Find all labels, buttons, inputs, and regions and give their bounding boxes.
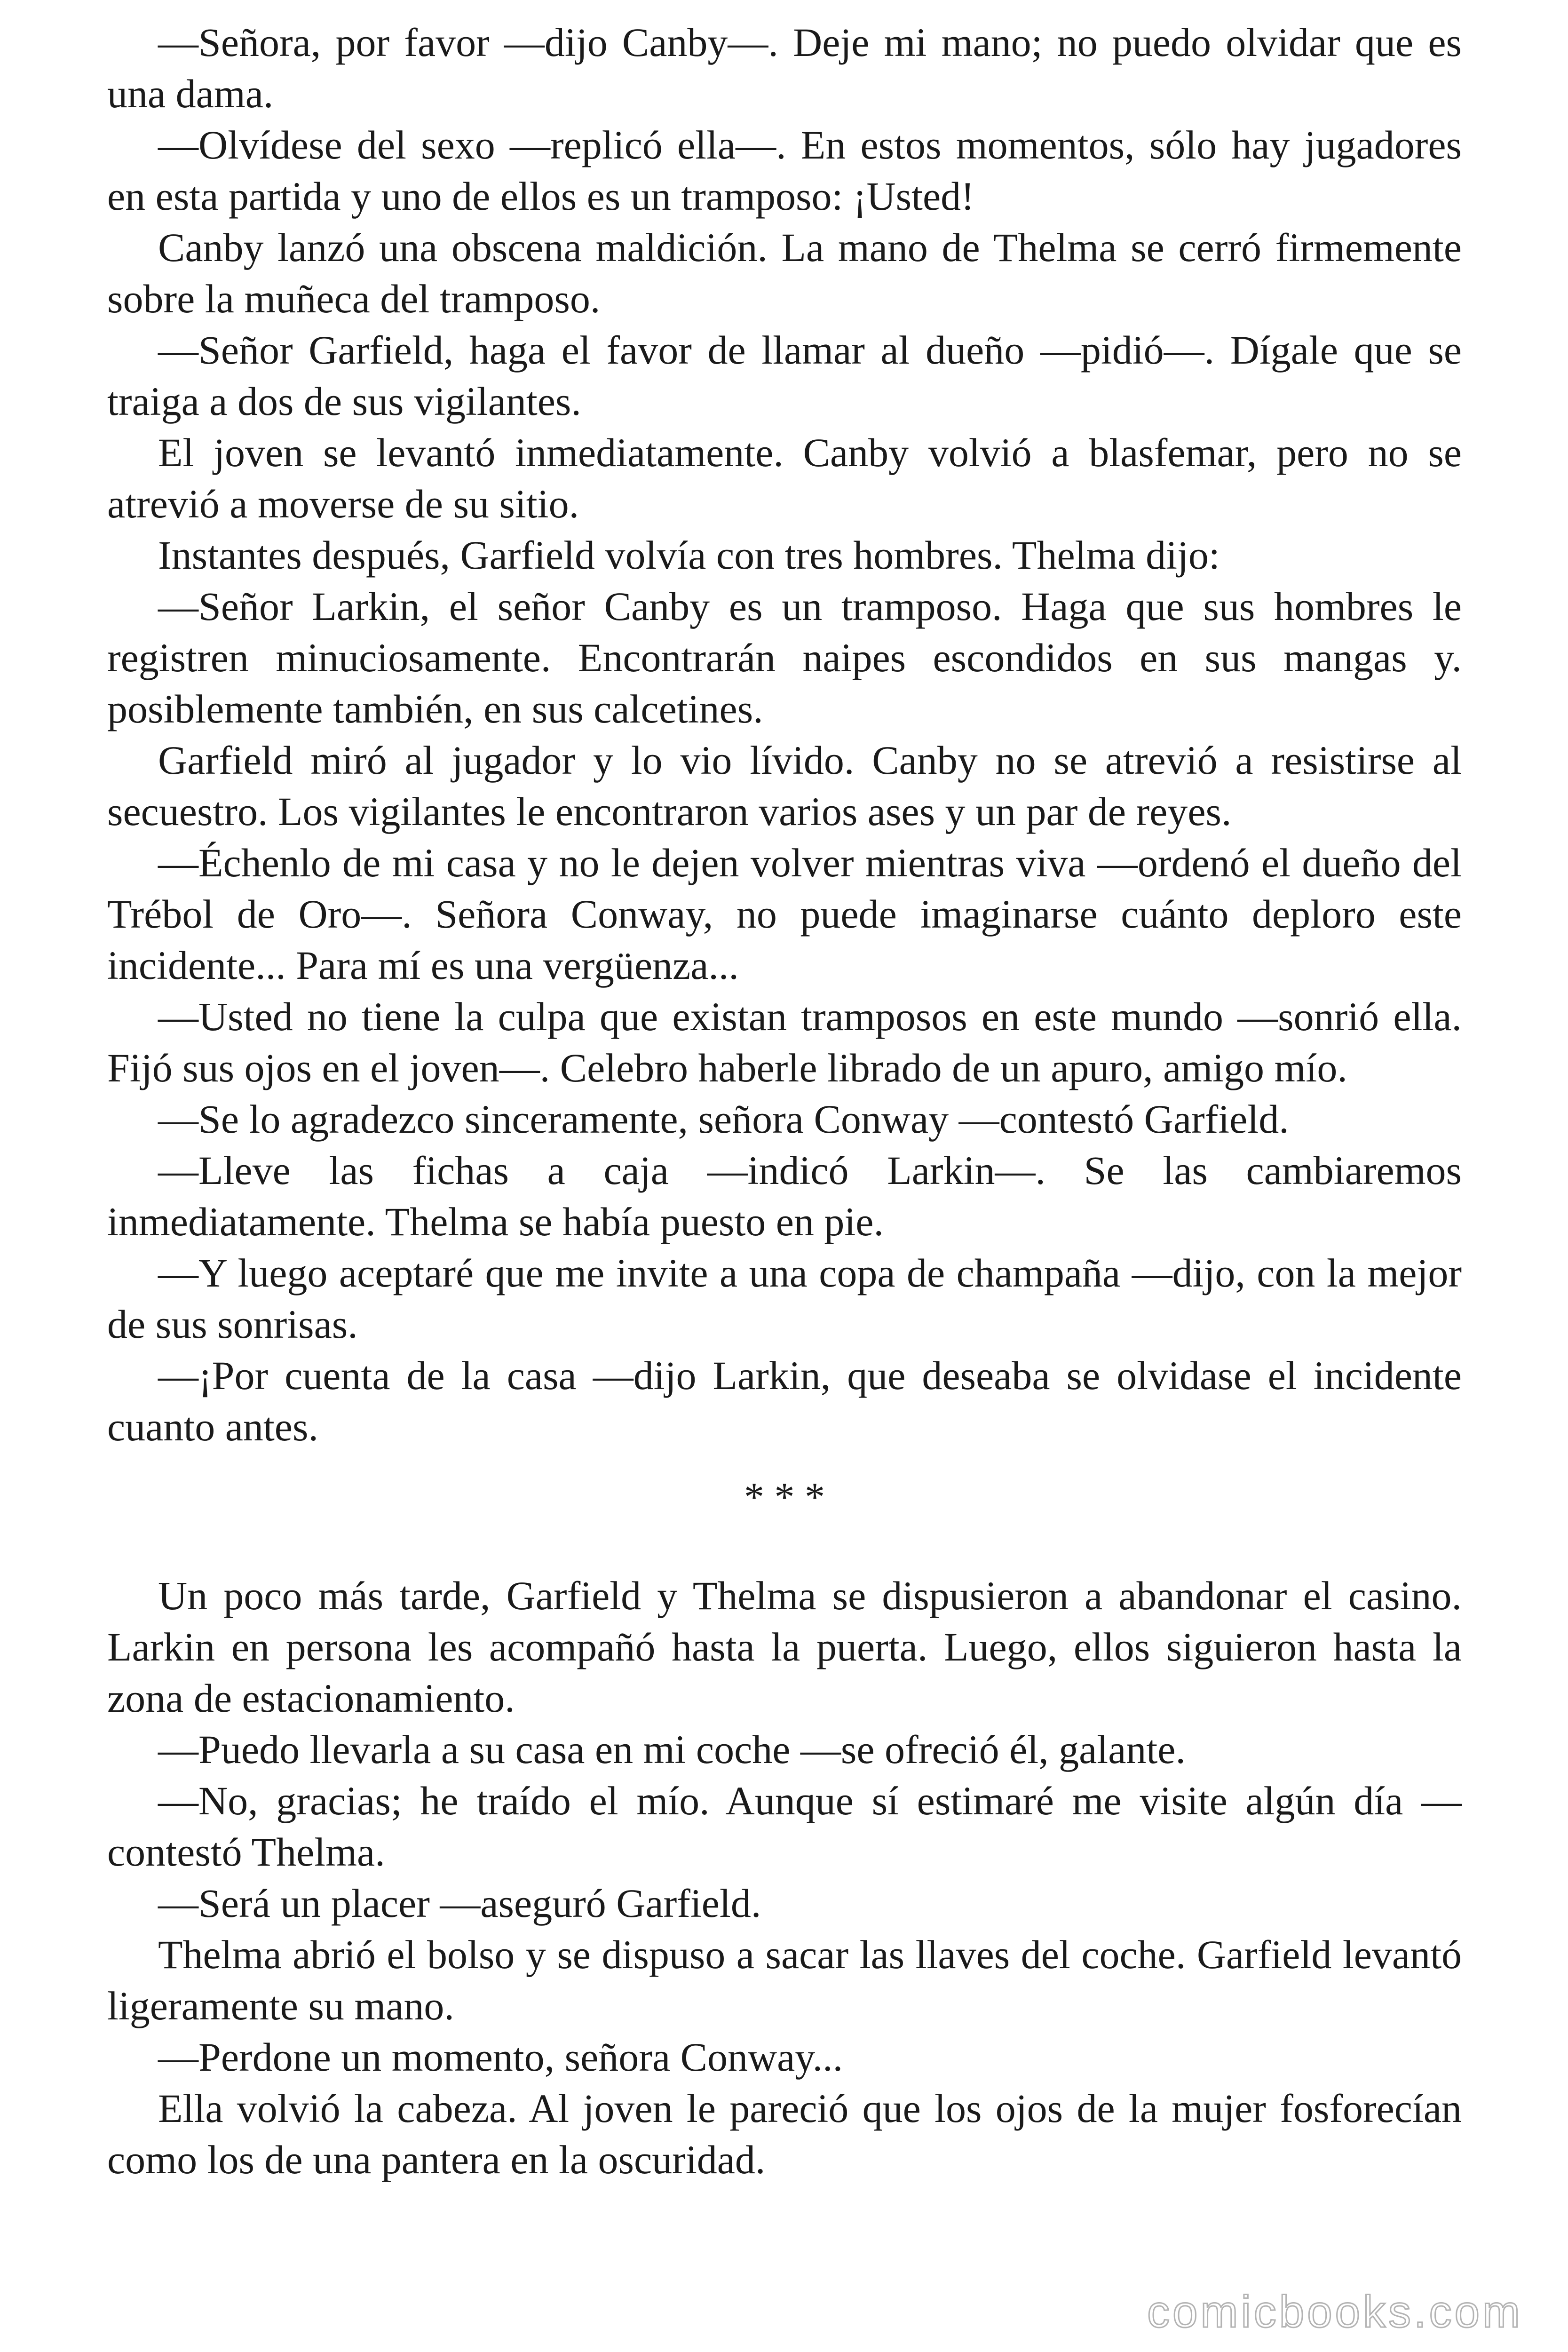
paragraph: Thelma abrió el bolso y se dispuso a sacar las llaves del coche. Garfield levantó ligeramente su mano. <box>107 1932 1462 2028</box>
paragraph: —Se lo agradezco sinceramente, señora Conway —contestó Garfield. <box>158 1097 1289 1142</box>
paragraph: —Échenlo de mi casa y no le dejen volver mientras viva —ordenó el dueño del Trébol de Oro—. Señora Conway, no puede imaginarse cuánto deploro este incidente... Para mí es una vergüenza... <box>107 840 1462 988</box>
paragraph: —Señor Garfield, haga el favor de llamar al dueño —pidió—. Dígale que se traiga a dos de sus vigilantes. <box>107 327 1462 424</box>
paragraph: —¡Por cuenta de la casa —dijo Larkin, que deseaba se olvidase el incidente cuanto antes. <box>107 1353 1462 1449</box>
paragraph: —Olvídese del sexo —replicó ella—. En estos momentos, sólo hay jugadores en esta partida y uno de ellos es un tramposo: ¡Usted! <box>107 122 1462 219</box>
paragraph: —Usted no tiene la culpa que existan tramposos en este mundo —sonrió ella. Fijó sus ojos en el joven—. Celebro haberle librado de un apuro, amigo mío. <box>107 994 1462 1090</box>
paragraph: Un poco más tarde, Garfield y Thelma se dispusieron a abandonar el casino. Larkin en persona les acompañó hasta la puerta. Luego, ellos siguieron hasta la zona de estacionamiento. <box>107 1573 1462 1721</box>
paragraph: Canby lanzó una obscena maldición. La mano de Thelma se cerró firmemente sobre la muñeca del tramposo. <box>107 225 1462 321</box>
paragraph: —Señora, por favor —dijo Canby—. Deje mi mano; no puedo olvidar que es una dama. <box>107 20 1462 116</box>
paragraph: Garfield miró al jugador y lo vio lívido. Canby no se atrevió a resistirse al secuestro. Los vigilantes le encontraron varios ases y un par de reyes. <box>107 738 1462 834</box>
watermark-logo: comicbooks.com <box>1147 2287 1523 2337</box>
book-page <box>107 17 1462 2185</box>
paragraph: —Perdone un momento, señora Conway... <box>158 2034 843 2080</box>
paragraph: El joven se levantó inmediatamente. Canby volvió a blasfemar, pero no se atrevió a moverse de su sitio. <box>107 430 1462 526</box>
paragraph: —Y luego aceptaré que me invite a una copa de champaña —dijo, con la mejor de sus sonrisas. <box>107 1250 1462 1347</box>
paragraph: Instantes después, Garfield volvía con tres hombres. Thelma dijo: <box>158 532 1220 578</box>
paragraph: —Lleve las fichas a caja —indicó Larkin—. Se las cambiaremos inmediatamente. Thelma se había puesto en pie. <box>107 1148 1462 1244</box>
paragraph: —No, gracias; he traído el mío. Aunque sí estimaré me visite algún día —contestó Thelma. <box>107 1778 1462 1875</box>
paragraph: Ella volvió la cabeza. Al joven le pareció que los ojos de la mujer fosforecían como los de una pantera en la oscuridad. <box>107 2086 1462 2182</box>
paragraph: —Será un placer —aseguró Garfield. <box>158 1881 761 1926</box>
paragraph: —Puedo llevarla a su casa en mi coche —se ofreció él, galante. <box>158 1727 1186 1772</box>
section-separator: * * * <box>744 1474 825 1519</box>
paragraph: —Señor Larkin, el señor Canby es un tramposo. Haga que sus hombres le registren minuciosamente. Encontrarán naipes escondidos en sus mangas y. posiblemente también, en sus calcetines. <box>107 584 1462 731</box>
